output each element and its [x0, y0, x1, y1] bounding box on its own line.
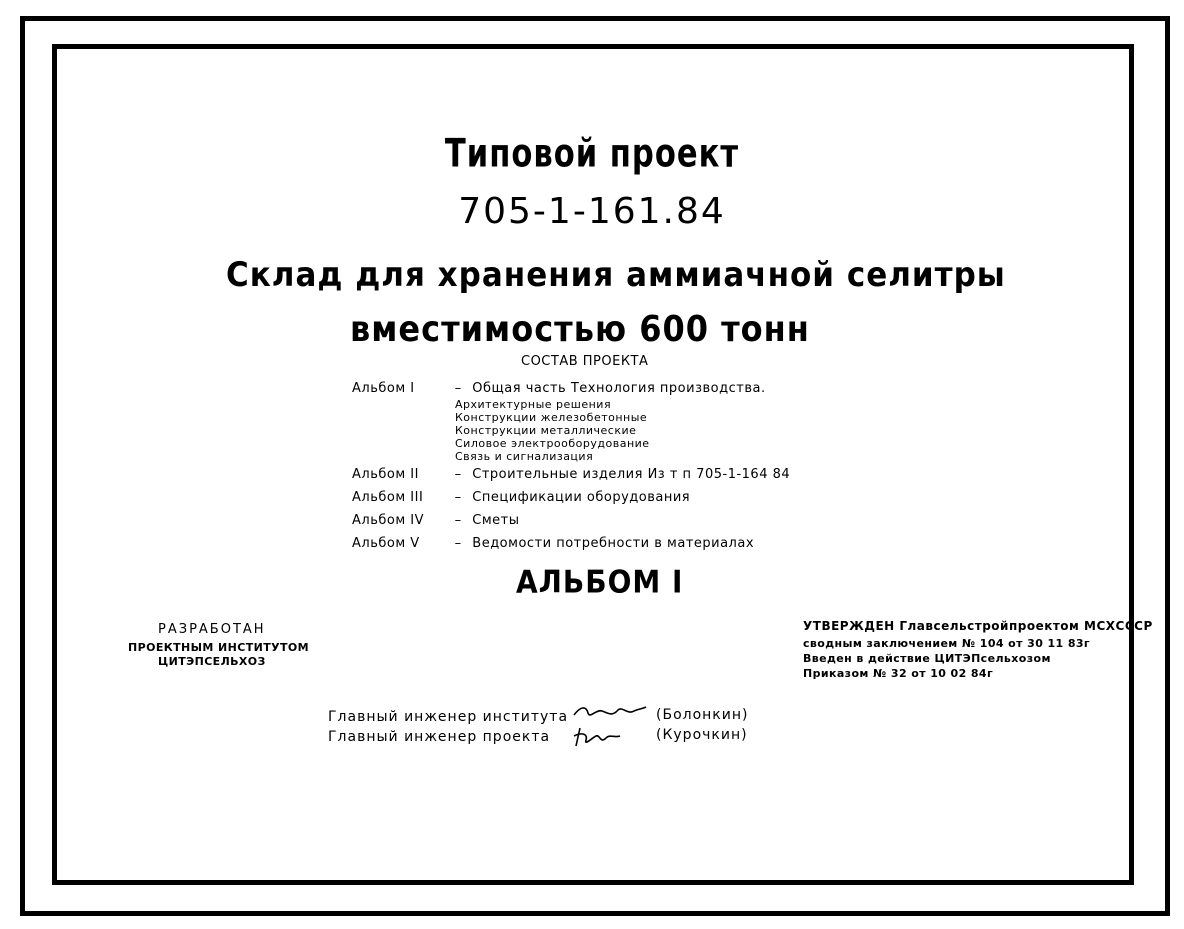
album1-sub-item: Конструкции железобетонные: [455, 411, 648, 424]
project-name-line2: вместимостью 600 тонн: [350, 308, 810, 350]
album-row: [352, 490, 690, 505]
signature-name: (Курочкин): [656, 727, 748, 743]
album-label: Альбом I: [352, 381, 415, 396]
album-description: Строительные изделия Из т п 705-1-164 84: [472, 467, 791, 482]
current-album-title: АЛЬБОМ I: [516, 564, 684, 601]
album-row: [352, 381, 766, 396]
album-row: [352, 467, 790, 482]
album-label: Альбом V: [352, 536, 420, 551]
signature-role: Главный инженер института: [328, 709, 569, 725]
album-dash: –: [454, 536, 462, 551]
album-dash: –: [454, 381, 462, 396]
album-row: [352, 536, 754, 551]
album1-sub-item: Связь и сигнализация: [455, 450, 594, 463]
album-label: Альбом III: [352, 490, 424, 505]
composition-heading: СОСТАВ ПРОЕКТА: [521, 354, 649, 369]
signature-image-1: [570, 701, 650, 723]
signature-name: (Болонкин): [656, 707, 749, 723]
approved-line: УТВЕРЖДЕН Главсельстройпроектом МСХСССР: [803, 619, 1153, 633]
approved-line: Приказом № 32 от 10 02 84г: [803, 667, 994, 680]
album1-sub-item: Силовое электрооборудование: [455, 437, 650, 450]
signature-image-2: [570, 724, 630, 750]
album-label: Альбом IV: [352, 513, 425, 528]
album-dash: –: [454, 513, 462, 528]
album-label: Альбом II: [352, 467, 419, 482]
signature-role: Главный инженер проекта: [328, 729, 551, 745]
album-description: Общая часть Технология производства.: [472, 381, 766, 396]
album-description: Сметы: [472, 513, 520, 528]
album-description: Спецификации оборудования: [472, 490, 691, 505]
approved-line: Введен в действие ЦИТЭПсельхозом: [803, 652, 1051, 665]
project-name-line1: Склад для хранения аммиачной селитры: [226, 255, 1006, 295]
project-number: 705-1-161.84: [458, 191, 726, 232]
album1-sub-item: Конструкции металлические: [455, 424, 637, 437]
album-row: [352, 513, 520, 528]
developed-by-heading: РАЗРАБОТАН: [158, 622, 266, 637]
album-description: Ведомости потребности в материалах: [472, 536, 755, 551]
album1-sub-item: Архитектурные решения: [455, 398, 612, 411]
developed-by-line: ПРОЕКТНЫМ ИНСТИТУТОМ: [128, 641, 309, 654]
album-dash: –: [454, 490, 462, 505]
approved-line: сводным заключением № 104 от 30 11 83г: [803, 637, 1091, 650]
developed-by-org: ЦИТЭПСЕЛЬХОЗ: [158, 655, 266, 668]
doc-type-title: Типовой проект: [444, 131, 740, 177]
album-dash: –: [454, 467, 462, 482]
